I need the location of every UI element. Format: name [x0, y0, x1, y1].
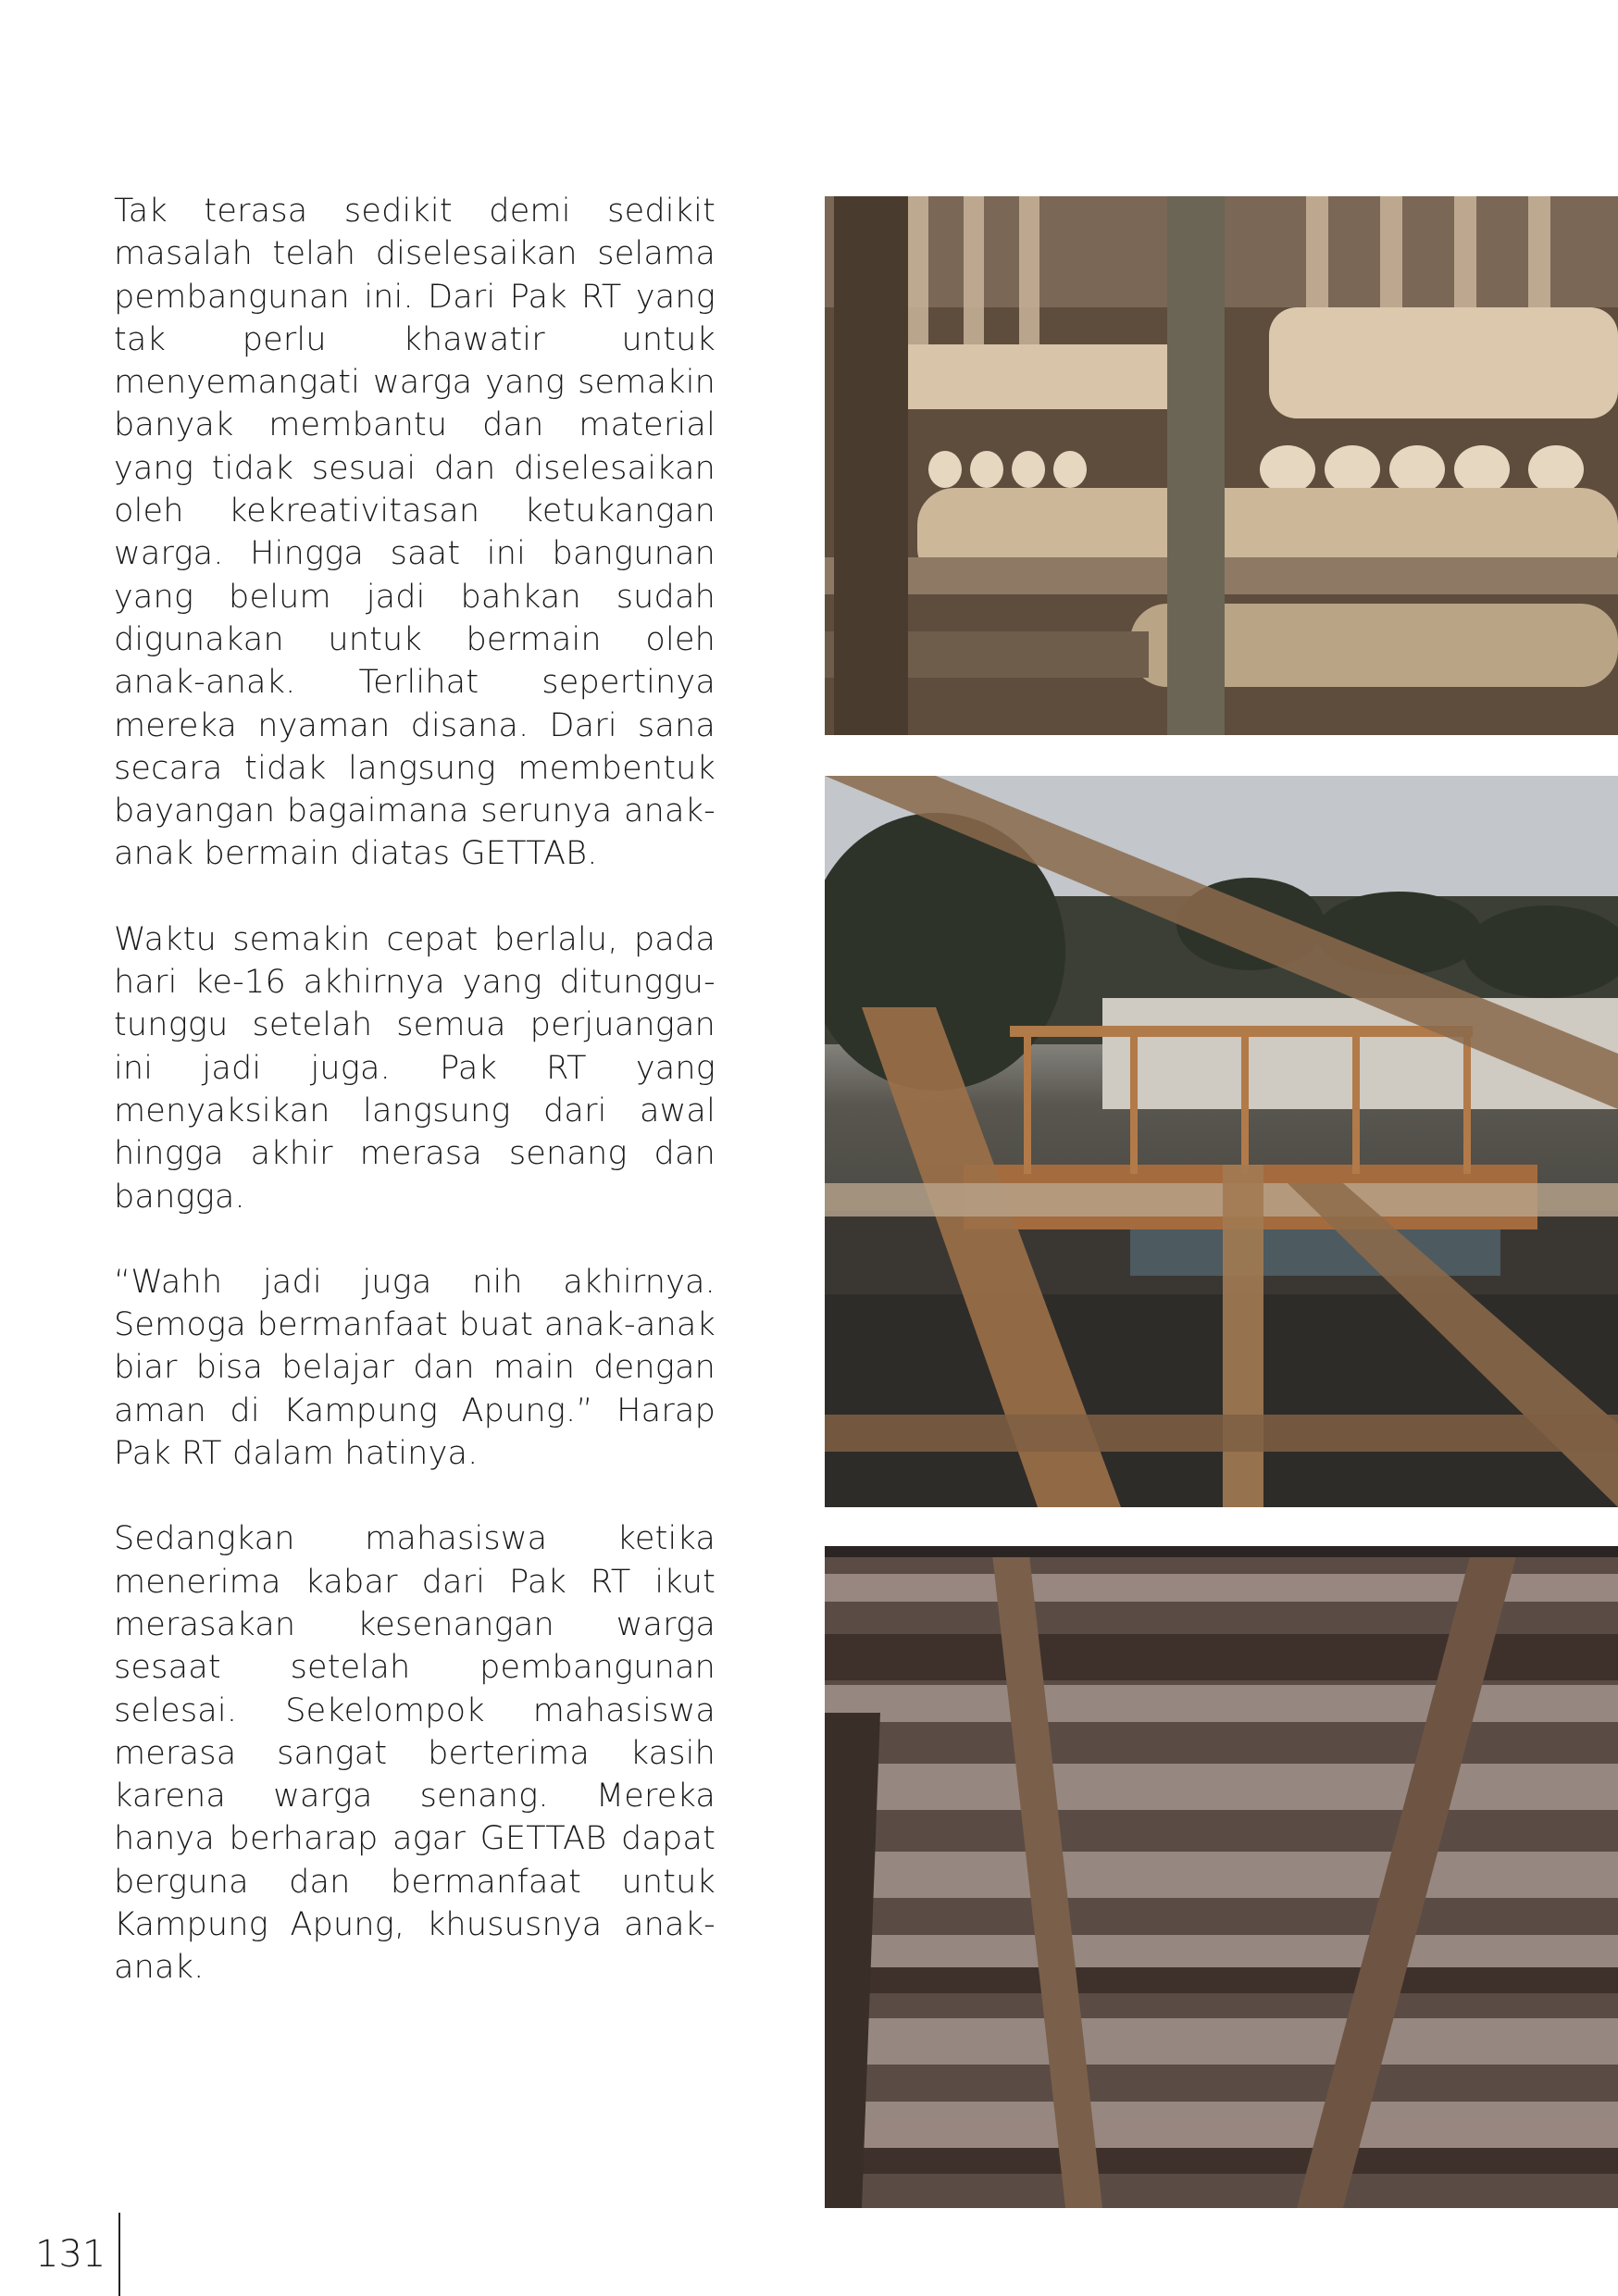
paragraph-2: Waktu semakin cepat berlalu, pada hari ke-16 akhirnya yang ditunggu-tunggu setelah semua perjuangan ini jadi juga. Pak RT yang menyaksikan langsung dari awal hingga akhir merasa senang dan bangga. [114, 920, 716, 1216]
paragraph-4: Sedangkan mahasiswa ketika menerima kabar dari Pak RT ikut merasakan kesenangan warga sesaat setelah pembangunan selesai. Sekelompok mahasiswa merasa sangat berterima kasih karena warga senang. Mereka hanya berharap agar GETTAB dapat berguna dan bermanfaat untuk Kampung Apung, khususnya anak-anak. [114, 1520, 716, 1987]
floating-platform-photo [825, 776, 1618, 1507]
roof-underside-photo [825, 1546, 1618, 2208]
paragraph-1: Tak terasa sedikit demi sedikit masalah telah diselesaikan selama pembangunan ini. Dari Pak RT yang tak perlu khawatir untuk menyemangati warga yang semakin banyak membantu dan material yang tidak sesuai dan diselesaikan oleh kekreativitasan ketukangan warga. Hingga saat ini bangunan yang belum jadi bahkan sudah digunakan untuk bermain oleh anak-anak. Terlihat sepertinya mereka nyaman disana. Dari sana secara tidak langsung membentuk bayangan bagaimana serunya anak-anak bermain diatas GETTAB. [114, 193, 716, 873]
page-number-divider [118, 2213, 120, 2296]
paragraph-3: “Wahh jadi juga nih akhirnya. Semoga bermanfaat buat anak-anak biar bisa belajar dan main dengan aman di Kampung Apung.” Harap Pak RT dalam hatinya. [114, 1263, 716, 1473]
page-number: 131 [35, 2233, 106, 2276]
body-text [114, 190, 716, 2032]
bamboo-structure-photo [825, 196, 1618, 735]
